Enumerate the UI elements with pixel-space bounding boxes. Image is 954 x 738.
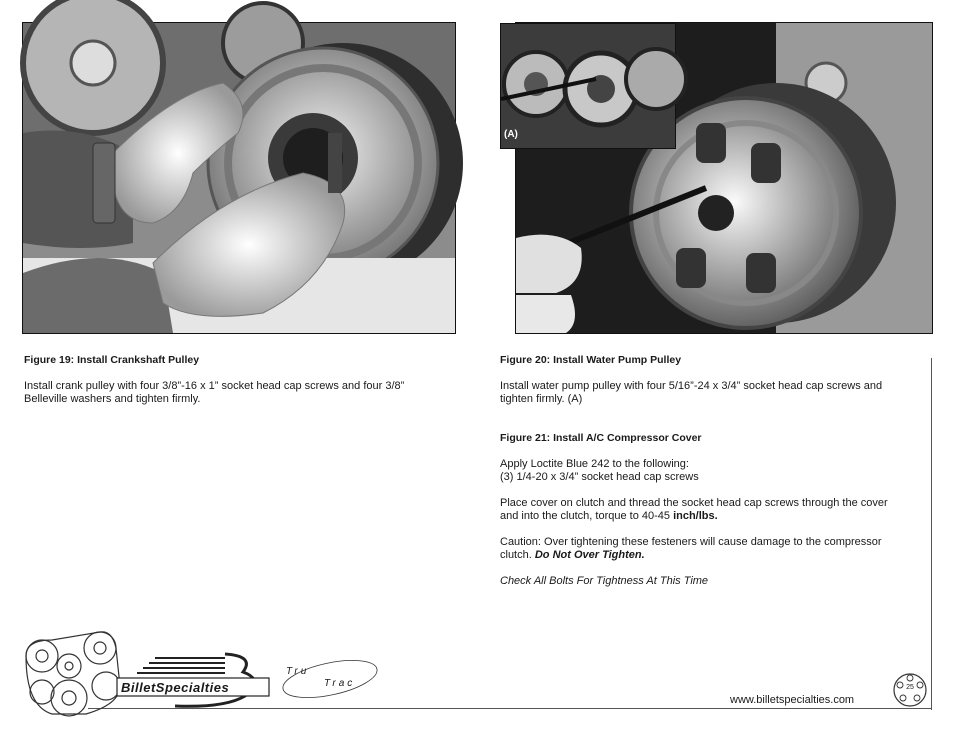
water-pump-pulley-photo	[504, 22, 933, 334]
figure-21-check: Check All Bolts For Tightness At This Time	[500, 575, 709, 587]
page-vertical-rule	[931, 358, 932, 710]
figure-19-title: Figure 19: Install Crankshaft Pulley	[24, 354, 200, 366]
billet-specialties-logo	[115, 650, 275, 710]
inset-label: (A)	[504, 129, 518, 140]
figure-19-body-line2: Belleville washers and tighten firmly.	[24, 393, 201, 405]
page-number: 25	[906, 684, 914, 691]
figure-19-body-line1: Install crank pulley with four 3/8”-16 x 1” socket head cap screws and four 3/8”	[24, 380, 405, 392]
figure-20-body-line1: Install water pump pulley with four 5/16”-24 x 3/4” socket head cap screws and	[500, 380, 883, 392]
figure-19-body	[24, 380, 404, 406]
figure-21-place	[500, 497, 888, 523]
tru-wordmark: Tru	[286, 666, 310, 677]
figure-20-title: Figure 20: Install Water Pump Pulley	[500, 354, 682, 366]
apply-line2: (3) 1/4-20 x 3/4” socket head cap screws	[500, 471, 699, 483]
caution-line2	[500, 549, 882, 562]
billet-specialties-wordmark: BilletSpecialties	[121, 680, 230, 695]
caution-warning: Do Not Over Tighten.	[534, 549, 645, 561]
figure-21-apply	[500, 458, 699, 484]
trac-wordmark: Trac	[324, 678, 356, 689]
place-line1: Place cover on clutch and thread the socket head cap screws through the cover	[500, 497, 888, 509]
figure-20-body	[500, 380, 882, 406]
place-line2	[500, 510, 888, 523]
figure-21-title: Figure 21: Install A/C Compressor Cover	[500, 432, 702, 444]
caution-line1: Caution: Over tightening these festeners will cause damage to the compressor	[500, 536, 882, 548]
crankshaft-pulley-photo	[22, 22, 456, 334]
inset-photo	[500, 23, 676, 149]
figure-20-body-line2: tighten firmly. (A)	[500, 393, 583, 405]
figure-21-caution	[500, 536, 882, 562]
torque-unit: inch/lbs.	[673, 510, 718, 522]
website-url[interactable]: www.billetspecialties.com	[730, 694, 855, 706]
apply-line1: Apply Loctite Blue 242 to the following:	[500, 458, 689, 470]
place-line2-prefix: and into the clutch, torque to 40-45	[500, 510, 674, 522]
caution-line2-prefix: clutch.	[500, 549, 535, 561]
tru-trac-logo	[278, 656, 383, 702]
